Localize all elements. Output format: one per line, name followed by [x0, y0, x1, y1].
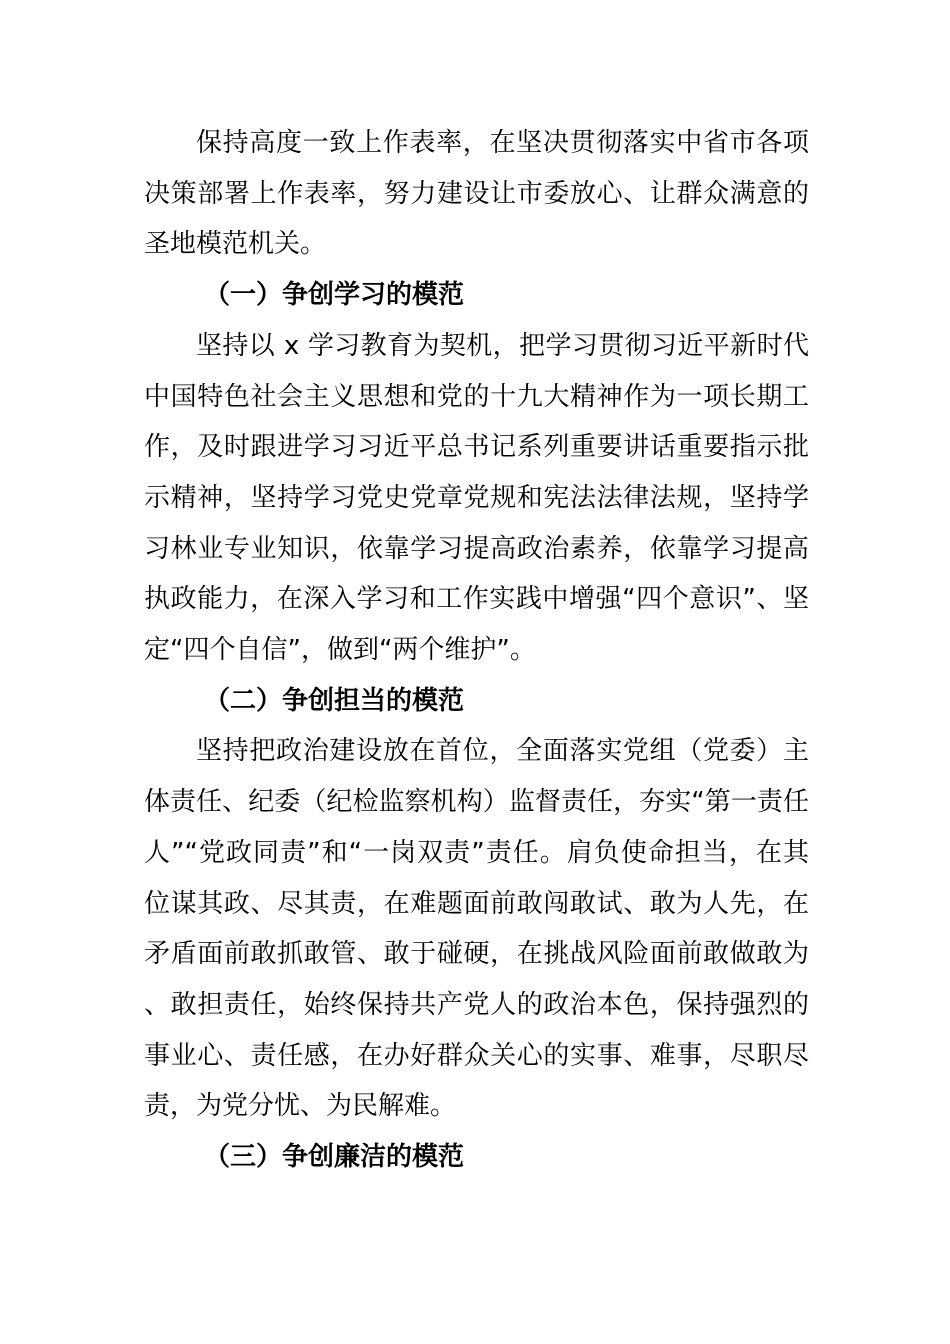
document-body	[144, 118, 809, 1183]
section-heading-study: （一）争创学习的模范	[204, 280, 465, 311]
paragraph-intro: 保持高度一致上作表率，在坚决贯彻落实中省市各项决策部署上作表率，努力建设让市委放心、让群众满意的圣地模范机关。	[144, 128, 809, 260]
paragraph-study: 坚持以 x 学习教育为契机，把学习贯彻习近平新时代中国特色社会主义思想和党的十九大精神作为一项长期工作，及时跟进学习习近平总书记系列重要讲话重要指示批示精神，坚持学习党史党章党规和宪法法律法规，坚持学习林业专业知识，依靠学习提高政治素养，依靠学习提高执政能力，在深入学习和工作实践中增强“四个意识”、坚定“四个自信”，做到“两个维护”。	[144, 330, 809, 666]
section-heading-integrity: （三）争创廉洁的模范	[204, 1142, 465, 1173]
section-heading-responsibility: （二）争创担当的模范	[204, 685, 465, 716]
paragraph-responsibility: 坚持把政治建设放在首位，全面落实党组（党委）主体责任、纪委（纪检监察机构）监督责任，夯实“第一责任人”“党政同责”和“一岗双责”责任。肩负使命担当，在其位谋其政、尽其责，在难题面前敢闯敢试、敢为人先，在矛盾面前敢抓敢管、敢于碰硬，在挑战风险面前敢做敢为、敢担责任，始终保持共产党人的政治本色，保持强烈的事业心、责任感，在办好群众关心的实事、难事，尽职尽责，为党分忧、为民解难。	[144, 736, 809, 1122]
